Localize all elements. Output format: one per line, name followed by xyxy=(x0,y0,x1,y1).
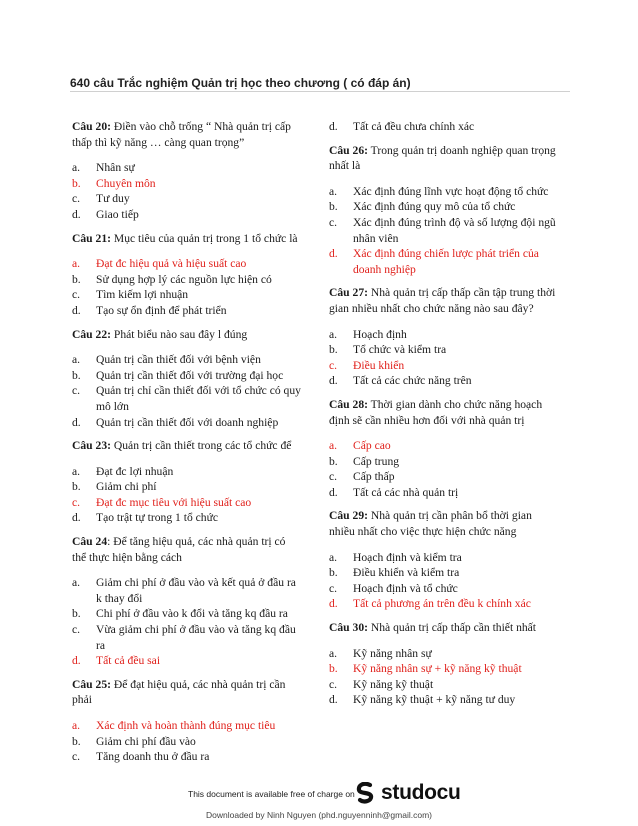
question-number: Câu 23: xyxy=(72,439,111,453)
option-text: Quản trị cần thiết đối với bệnh viện xyxy=(96,353,261,367)
option-text: Cấp trung xyxy=(353,454,400,468)
option-text: Tìm kiếm lợi nhuận xyxy=(96,288,189,302)
option-item xyxy=(329,119,559,135)
option-item xyxy=(72,160,302,176)
option-letter: d. xyxy=(329,693,338,707)
option-letter: c. xyxy=(72,495,81,509)
studocu-logo[interactable] xyxy=(356,780,461,806)
question-number: Câu 26: xyxy=(329,143,368,157)
option-text: Tất cả phương án trên đều k chính xác xyxy=(353,597,531,611)
option-letter: c. xyxy=(72,384,81,398)
question-text: Nhà quản trị cấp thấp cần thiết nhất xyxy=(367,621,537,635)
option-letter: b. xyxy=(329,454,338,468)
question-text: Phát biểu nào sau đây l đúng xyxy=(110,327,248,341)
option-list xyxy=(329,438,559,500)
header-divider xyxy=(70,91,570,92)
option-text: Giảm chi phí ở đầu vào và kết quả ở đầu ra k thay đổi xyxy=(96,576,296,605)
option-item xyxy=(329,677,559,693)
option-text: Hoạch định và tổ chức xyxy=(353,581,458,595)
question-stem xyxy=(329,143,559,174)
option-item-correct xyxy=(72,495,302,511)
option-text: Xác định đúng quy mô của tổ chức xyxy=(353,200,516,214)
option-item xyxy=(72,464,302,480)
option-text: Tạo sự ổn định để phát triển xyxy=(96,303,227,317)
option-letter: d. xyxy=(329,597,338,611)
option-item xyxy=(72,575,302,606)
download-attribution: Downloaded by Ninh Nguyen (phd.nguyenninh@gmail.com) xyxy=(206,810,432,820)
option-letter: a. xyxy=(329,550,338,564)
option-letter: b. xyxy=(72,176,81,190)
option-item xyxy=(72,622,302,653)
option-text: Xác định đúng trình độ và số lượng đội ngũ nhân viên xyxy=(353,215,556,245)
question-text: : Để tăng hiệu quả, các nhà quản trị có thể thực hiện bằng cách xyxy=(72,535,286,564)
option-item xyxy=(329,184,559,200)
option-text: Kỹ năng kỹ thuật + kỹ năng tư duy xyxy=(353,693,516,707)
option-list xyxy=(329,550,559,612)
option-text: Xác định đúng chiến lược phát triển của doanh nghiệp xyxy=(353,247,539,276)
option-item xyxy=(72,287,302,303)
option-text: Tư duy xyxy=(96,192,130,206)
question-text: Quản trị cần thiết trong các tổ chức để xyxy=(110,439,292,453)
option-item-correct xyxy=(72,256,302,272)
question-number: Câu 27: xyxy=(329,286,368,300)
option-text: Kỹ năng nhân sự xyxy=(353,646,432,660)
question-number: Câu 21: xyxy=(72,231,111,245)
option-letter: a. xyxy=(72,257,81,271)
question-number: Câu 30: xyxy=(329,621,368,635)
option-text: Tất cả các nhà quản trị xyxy=(353,485,459,499)
option-list xyxy=(72,464,302,526)
option-letter: a. xyxy=(72,353,81,367)
option-list xyxy=(329,646,559,708)
option-letter: c. xyxy=(329,358,338,372)
option-item-correct xyxy=(329,661,559,677)
question-number: Câu 25: xyxy=(72,677,111,691)
option-text: Điều khiển và kiểm tra xyxy=(353,566,460,580)
option-text: Đạt đc mục tiêu với hiệu suất cao xyxy=(96,495,252,509)
option-text: Hoạch định xyxy=(353,327,407,341)
option-text: Tất cả các chức năng trên xyxy=(353,374,472,388)
question-number: Câu 22: xyxy=(72,327,111,341)
option-text: Vừa giảm chi phí ở đầu vào và tăng kq đầu ra xyxy=(96,623,296,652)
option-item-correct xyxy=(329,596,559,612)
question-number: Câu 24 xyxy=(72,535,108,549)
option-item xyxy=(329,215,559,246)
option-letter: a. xyxy=(72,719,81,732)
question-text: Nhà quản trị cần phân bổ thời gian nhiều nhất cho việc thực hiện chức năng xyxy=(329,509,532,539)
option-item xyxy=(329,199,559,215)
option-item xyxy=(72,191,302,207)
option-letter: b. xyxy=(72,480,81,494)
option-list xyxy=(329,327,559,389)
option-letter: b. xyxy=(329,200,338,214)
option-letter: a. xyxy=(72,576,81,590)
option-item xyxy=(72,749,302,765)
option-letter: a. xyxy=(329,439,338,453)
option-text: Quản trị cần thiết đối với doanh nghiệp xyxy=(96,415,279,429)
option-item xyxy=(72,303,302,319)
option-letter: b. xyxy=(72,607,81,621)
option-letter: d. xyxy=(329,374,338,388)
option-letter: d. xyxy=(72,654,81,668)
question-text: Trong quản trị doanh nghiệp quan trọng nhất là xyxy=(329,143,556,173)
option-text: Hoạch định và kiểm tra xyxy=(353,550,462,564)
option-text: Chi phí ở đầu vào k đổi và tăng kq đầu ra xyxy=(96,607,288,621)
option-text: Tăng doanh thu ở đầu ra xyxy=(96,750,210,764)
option-item xyxy=(329,692,559,708)
option-letter: c. xyxy=(72,192,81,206)
option-text: Sử dụng hợp lý các nguồn lực hiện có xyxy=(96,272,272,286)
option-letter: d. xyxy=(329,247,338,261)
question-stem xyxy=(72,327,302,343)
option-item xyxy=(329,646,559,662)
option-letter: a. xyxy=(72,464,81,478)
option-letter: a. xyxy=(329,646,338,660)
continued-option-list xyxy=(329,119,559,135)
option-item xyxy=(329,342,559,358)
option-item-correct xyxy=(72,176,302,192)
question-text: Thời gian dành cho chức năng hoạch định sẽ cần nhiều hơn đối với nhà quản trị xyxy=(329,397,543,427)
option-text: Giảm chi phí đầu vào xyxy=(96,734,196,748)
studocu-logo-text: studocu xyxy=(381,781,461,804)
option-letter: b. xyxy=(329,662,338,676)
option-letter: c. xyxy=(329,215,338,229)
option-text: Kỹ năng kỹ thuật xyxy=(353,677,434,691)
question-number: Câu 20: xyxy=(72,120,111,133)
option-text: Giảm chi phí xyxy=(96,480,157,494)
option-item xyxy=(72,479,302,495)
option-item xyxy=(72,207,302,223)
option-letter: c. xyxy=(72,750,81,764)
option-text: Tổ chức và kiểm tra xyxy=(353,343,447,357)
option-item-correct xyxy=(72,653,302,669)
option-letter: b. xyxy=(329,343,338,357)
option-item xyxy=(72,734,302,750)
option-text: Tất cả đều sai xyxy=(96,654,161,668)
option-list xyxy=(329,184,559,278)
studocu-logo-icon xyxy=(356,782,376,804)
right-column xyxy=(329,119,559,716)
option-item xyxy=(329,581,559,597)
option-item xyxy=(329,327,559,343)
option-item-correct xyxy=(72,718,302,734)
question-stem xyxy=(329,397,559,428)
option-list xyxy=(72,256,302,318)
option-text: Tất cả đều chưa chính xác xyxy=(353,120,475,133)
option-item xyxy=(329,485,559,501)
option-item xyxy=(329,454,559,470)
option-list xyxy=(72,160,302,222)
option-item-correct xyxy=(329,358,559,374)
question-stem xyxy=(329,508,559,539)
option-text: Xác định đúng lĩnh vực hoạt động tổ chức xyxy=(353,184,549,198)
option-item xyxy=(72,383,302,414)
question-stem xyxy=(329,285,559,316)
option-item xyxy=(72,415,302,431)
option-letter: d. xyxy=(329,120,338,133)
option-letter: c. xyxy=(72,623,81,637)
option-letter: c. xyxy=(329,470,338,484)
option-letter: b. xyxy=(72,272,81,286)
option-text: Nhân sự xyxy=(96,161,135,175)
option-list xyxy=(72,718,302,765)
option-item xyxy=(329,565,559,581)
option-letter: c. xyxy=(329,581,338,595)
option-item xyxy=(72,606,302,622)
right-questions xyxy=(329,143,559,708)
question-text: Mục tiêu của quản trị trong 1 tổ chức là xyxy=(110,231,298,245)
option-text: Đạt đc lợi nhuận xyxy=(96,464,174,478)
option-text: Đạt đc hiệu quả và hiệu suất cao xyxy=(96,257,247,271)
question-stem xyxy=(72,119,302,150)
option-item xyxy=(329,550,559,566)
question-stem xyxy=(72,231,302,247)
option-text: Cấp cao xyxy=(353,439,391,453)
option-text: Quản trị chỉ cần thiết đối với tổ chức có quy mô lớn xyxy=(96,384,301,413)
question-stem xyxy=(329,620,559,636)
option-item xyxy=(72,510,302,526)
option-item-correct xyxy=(329,246,559,277)
option-item xyxy=(72,352,302,368)
option-letter: c. xyxy=(72,288,81,302)
option-item xyxy=(329,469,559,485)
option-text: Giao tiếp xyxy=(96,207,139,221)
option-list xyxy=(72,352,302,430)
option-letter: a. xyxy=(329,184,338,198)
left-column xyxy=(72,119,302,773)
option-text: Tạo trật tự trong 1 tổ chức xyxy=(96,511,219,525)
question-number: Câu 29: xyxy=(329,509,368,523)
option-item xyxy=(72,272,302,288)
option-text: Quản trị cần thiết đối với trường đại học xyxy=(96,368,284,382)
option-letter: d. xyxy=(329,485,338,499)
option-text: Kỹ năng nhân sự + kỹ năng kỹ thuật xyxy=(353,662,522,676)
question-number: Câu 28: xyxy=(329,397,368,411)
option-letter: b. xyxy=(72,734,81,748)
option-letter: a. xyxy=(72,161,81,175)
option-letter: d. xyxy=(72,511,81,525)
option-letter: b. xyxy=(329,566,338,580)
option-text: Chuyên môn xyxy=(96,176,156,190)
free-charge-note: This document is available free of charge on xyxy=(188,789,355,799)
option-text: Cấp thấp xyxy=(353,470,395,484)
question-stem xyxy=(72,677,302,708)
option-letter: d. xyxy=(72,207,81,221)
option-letter: d. xyxy=(72,415,81,429)
option-item xyxy=(72,368,302,384)
question-stem xyxy=(72,438,302,454)
question-stem xyxy=(72,534,302,565)
option-item xyxy=(329,373,559,389)
question-text: Nhà quản trị cấp thấp cần tập trung thời gian nhiều nhất cho chức năng nào sau đây? xyxy=(329,286,556,315)
option-text: Xác định và hoàn thành đúng mục tiêu xyxy=(96,719,276,732)
option-list xyxy=(72,575,302,669)
option-text: Điều khiển xyxy=(353,358,405,372)
option-item-correct xyxy=(329,438,559,454)
option-letter: d. xyxy=(72,303,81,317)
document-title: 640 câu Trắc nghiệm Quản trị học theo chương ( có đáp án) xyxy=(70,76,411,90)
option-letter: a. xyxy=(329,327,338,341)
question-text: Điền vào chỗ trống “ Nhà quản trị cấp thấp thì kỹ năng … càng quan trọng” xyxy=(72,120,291,149)
question-text: Để đạt hiệu quả, các nhà quản trị cần phải xyxy=(72,677,286,707)
option-letter: b. xyxy=(72,368,81,382)
option-letter: c. xyxy=(329,677,338,691)
